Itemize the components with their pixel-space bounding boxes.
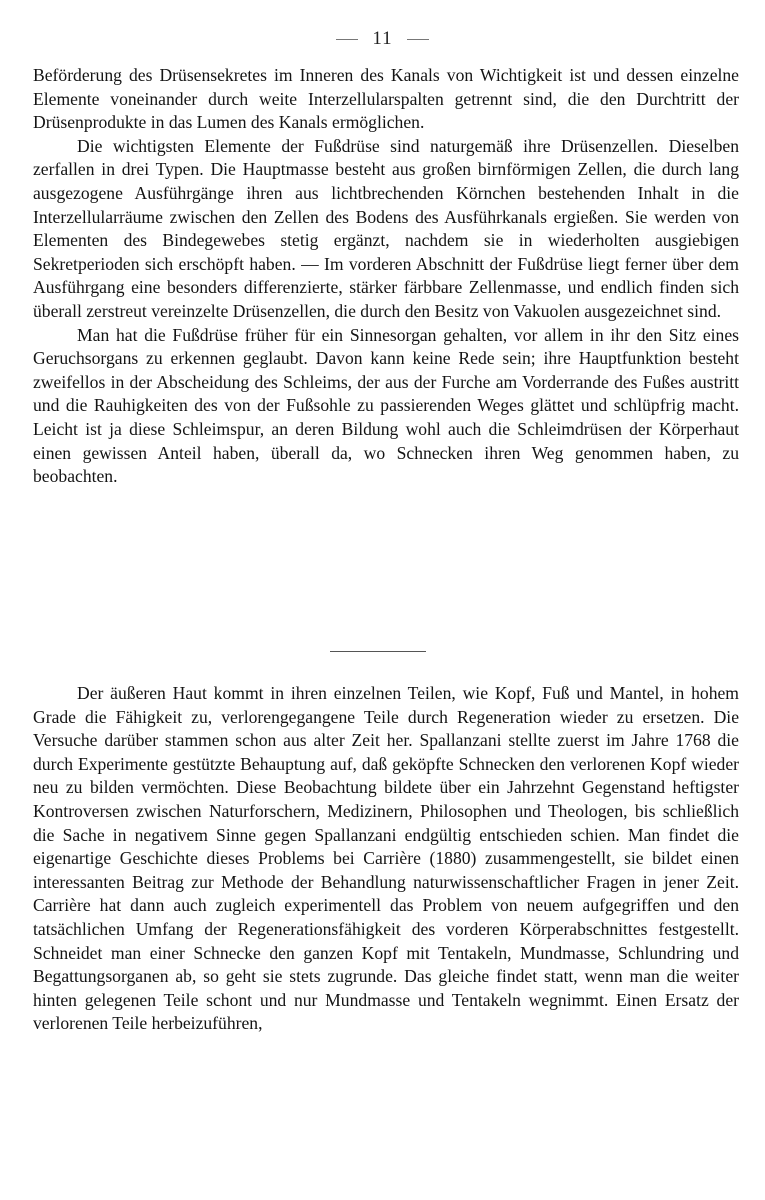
page-number-dash-left	[336, 39, 358, 40]
page-number: 11	[372, 28, 393, 49]
paragraph-continued: Beförderung des Drüsensekretes im Inneren des Kanals von Wichtigkeit ist und dessen einzelne Elemente voneinander durch weite Interzellularspalten getrennt sind, die den Durchtritt der Drüsenprodukte in das Lumen des Kanals ermöglichen.	[33, 65, 739, 133]
paragraph-regeneration: Der äußeren Haut kommt in ihren einzelnen Teilen, wie Kopf, Fuß und Mantel, in hohem Grade die Fähigkeit zu, verlorengegangene Teile durch Regeneration wieder zu ersetzen. Die Versuche darüber stammen schon aus alter Zeit her. Spallanzani stellte zuerst im Jahre 1768 die durch Experimente gestützte Behauptung auf, daß geköpfte Schnecken den verlorenen Kopf wieder neu zu bilden vermöchten. Diese Beobachtung bildete über ein Jahrzehnt Gegenstand heftigster Kontroversen zwischen Naturforschern, Medizinern, Philosophen und Theologen, bis schließlich die Sache in negativem Sinne gegen Spallanzani endgültig entschieden schien. Man findet die eigenartige Geschichte dieses Problems bei Carrière (1880) zusammengestellt, sie bildet einen interessanten Beitrag zur Methode der Behandlung naturwissenschaftlicher Fragen in jener Zeit. Carrière hat dann auch zugleich experimentell das Problem von neuem aufgegriffen und den tatsächlichen Umfang der Regenerationsfähigkeit des vorderen Körperabschnittes festgestellt. Schneidet man einer Schnecke den ganzen Kopf mit Tentakeln, Mundmasse, Schlundring und Begattungsorganen ab, so geht sie stets zugrunde. Das gleiche findet statt, wenn man die weiter hinten gelegenen Teile schont und nur Mundmasse und Tentakeln wegnimmt. Einen Ersatz der verlorenen Teile herbeizuführen,	[33, 683, 739, 1034]
section-regeneration	[33, 682, 739, 1036]
page-number-dash-right	[407, 39, 429, 40]
paragraph-druesenzellen: Die wichtigsten Elemente der Fußdrüse sind naturgemäß ihre Drüsenzellen. Dieselben zerfallen in drei Typen. Die Hauptmasse besteht aus großen birnförmigen Zellen, die durch lang ausgezogene Ausführgänge ihren aus lichtbrechenden Körnchen bestehenden Inhalt in die Interzellularräume zwischen den Zellen des Bodens des Ausführkanals ergießen. Sie werden von Elementen des Bindegewebes stetig ergänzt, nachdem sie in wiederholten ausgiebigen Sekretperioden sich erschöpft haben. — Im vorderen Abschnitt der Fußdrüse liegt ferner über dem Ausführgang eine besonders differenzierte, stärker färbbare Zellenmasse, und endlich finden sich überall zerstreut vereinzelte Drüsenzellen, die durch den Besitz von Vakuolen ausgezeichnet sind.	[33, 135, 739, 321]
section-fussdruese	[33, 64, 739, 489]
page-number-header	[0, 28, 765, 50]
paragraph-funktion: Man hat die Fußdrüse früher für ein Sinnesorgan gehalten, vor allem in ihr den Sitz eines Geruchsorgans zu erkennen geglaubt. Davon kann keine Rede sein; ihre Hauptfunktion besteht zweifellos in der Abscheidung des Schleims, der aus der Furche am Vorderrande des Fußes austritt und die Rauhigkeiten des von der Fußsohle zu passierenden Weges glättet und schlüpfrig macht. Leicht ist ja diese Schleimspur, an deren Bildung wohl auch die Schleimdrüsen der Körperhaut einen gewissen Anteil haben, überall da, wo Schnecken ihren Weg genommen haben, zu beobachten.	[33, 324, 739, 487]
section-separator-rule	[330, 651, 426, 652]
